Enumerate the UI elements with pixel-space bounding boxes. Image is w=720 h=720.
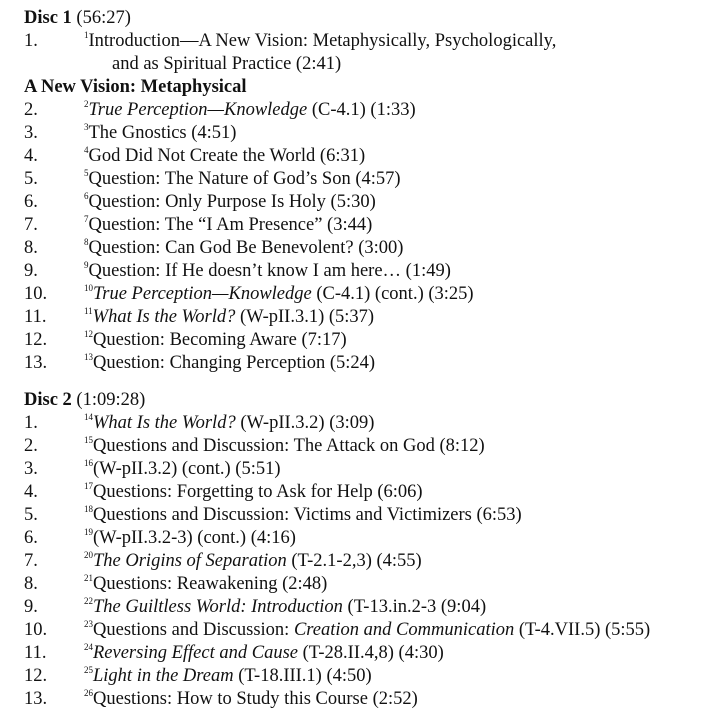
disc-1-track-list [24, 99, 720, 375]
track-row [24, 122, 720, 145]
track-title [84, 665, 372, 688]
track-title-italic-part: What Is the World? [92, 307, 236, 327]
track-title [84, 122, 236, 145]
cumulative-track-number: 5 [84, 168, 89, 178]
track-title [84, 30, 556, 53]
track-title-part: (W-pII.3.1) (5:37) [235, 307, 375, 327]
track-title [84, 573, 327, 596]
track-title-part: Questions: Reawakening (2:48) [93, 574, 328, 594]
cumulative-track-number: 9 [84, 260, 89, 270]
disc-2-label: Disc 2 [24, 390, 72, 410]
track-title-part: Questions and Discussion: [93, 620, 294, 640]
track-title [84, 168, 401, 191]
track-row [24, 30, 720, 76]
track-title [84, 527, 296, 550]
track-title-italic-part: The Guiltless World: Introduction [93, 597, 343, 617]
track-number: 3. [24, 459, 38, 479]
track-title [84, 191, 376, 214]
track-title [84, 642, 444, 665]
track-title-part: (T-28.II.4,8) (4:30) [298, 643, 444, 663]
track-row [24, 435, 720, 458]
track-number: 8. [24, 574, 38, 594]
track-row [24, 642, 720, 665]
track-number: 10. [24, 284, 48, 304]
track-number: 13. [24, 689, 48, 709]
cumulative-track-number: 26 [84, 688, 93, 698]
cumulative-track-number: 16 [84, 458, 93, 468]
track-title-italic-part: True Perception—Knowledge [88, 100, 308, 120]
cumulative-track-number: 19 [84, 527, 93, 537]
cumulative-track-number: 20 [84, 550, 93, 560]
cumulative-track-number: 10 [84, 283, 93, 293]
track-number: 6. [24, 528, 38, 548]
disc-2-heading [24, 389, 720, 412]
track-row [24, 596, 720, 619]
track-title [84, 352, 375, 375]
track-title [84, 550, 422, 573]
track-number: 11. [24, 643, 47, 663]
track-title-part: God Did Not Create the World (6:31) [88, 146, 366, 166]
cumulative-track-number: 23 [84, 619, 93, 629]
track-title [84, 214, 372, 237]
disc-2-track-list [24, 412, 720, 711]
track-number: 12. [24, 330, 48, 350]
cumulative-track-number: 11 [84, 306, 93, 316]
track-number: 9. [24, 597, 38, 617]
track-number: 1. [24, 413, 38, 433]
track-title [84, 329, 347, 352]
track-number: 2. [24, 100, 38, 120]
track-row [24, 412, 720, 435]
section-heading-metaphysical: A New Vision: Metaphysical [24, 77, 247, 97]
cumulative-track-number: 13 [84, 352, 93, 362]
disc-1-intro-list [24, 30, 720, 76]
track-title-part: (W-pII.3.2-3) (cont.) (4:16) [93, 528, 296, 548]
cumulative-track-number: 8 [84, 237, 89, 247]
cumulative-track-number: 4 [84, 145, 89, 155]
track-title-continuation: and as Spiritual Practice (2:41) [112, 54, 342, 74]
track-number: 9. [24, 261, 38, 281]
cumulative-track-number: 3 [84, 122, 89, 132]
track-row [24, 688, 720, 711]
track-title-part: Questions: Forgetting to Ask for Help (6:06) [93, 482, 423, 502]
track-number: 13. [24, 353, 48, 373]
cumulative-track-number: 6 [84, 191, 89, 201]
track-number: 4. [24, 146, 38, 166]
track-title-italic-part: Light in the Dream [93, 666, 234, 686]
track-title [84, 619, 650, 642]
track-title [84, 306, 374, 329]
cumulative-track-number: 1 [84, 30, 89, 40]
track-title-part: (C-4.1) (1:33) [307, 100, 416, 120]
cumulative-track-number: 15 [84, 435, 93, 445]
track-number: 3. [24, 123, 38, 143]
track-number: 1. [24, 31, 38, 51]
track-number: 7. [24, 215, 38, 235]
track-title [84, 458, 281, 481]
track-title [84, 481, 423, 504]
track-number: 6. [24, 192, 38, 212]
track-title-part: (T-18.III.1) (4:50) [233, 666, 372, 686]
track-row [24, 168, 720, 191]
track-title-part: (T-4.VII.5) (5:55) [514, 620, 651, 640]
track-title-part: (C-4.1) (cont.) (3:25) [311, 284, 474, 304]
disc-1-heading [24, 7, 720, 30]
disc-1-duration: (56:27) [76, 8, 131, 28]
track-title-part: (W-pII.3.2) (3:09) [235, 413, 375, 433]
track-row [24, 619, 720, 642]
track-number: 4. [24, 482, 38, 502]
track-row [24, 283, 720, 306]
track-row [24, 214, 720, 237]
track-title-part: (T-2.1-2,3) (4:55) [286, 551, 422, 571]
cumulative-track-number: 18 [84, 504, 93, 514]
track-row [24, 573, 720, 596]
track-row [24, 481, 720, 504]
track-number: 11. [24, 307, 47, 327]
track-number: 7. [24, 551, 38, 571]
track-title [84, 412, 374, 435]
cumulative-track-number: 21 [84, 573, 93, 583]
track-title-part: Question: The Nature of God’s Son (4:57) [88, 169, 401, 189]
track-title-italic-part: The Origins of Separation [93, 551, 287, 571]
track-row [24, 527, 720, 550]
track-title-part: Introduction—A New Vision: Metaphysically, Psychologically, [88, 31, 557, 51]
track-row [24, 352, 720, 375]
track-title-part: Question: The “I Am Presence” (3:44) [88, 215, 373, 235]
track-title [84, 99, 416, 122]
track-row [24, 99, 720, 122]
cumulative-track-number: 24 [84, 642, 93, 652]
track-title-italic-part: What Is the World? [93, 413, 236, 433]
track-title-part: Question: Becoming Aware (7:17) [93, 330, 347, 350]
disc-2-duration: (1:09:28) [76, 390, 146, 410]
track-number: 5. [24, 505, 38, 525]
track-row [24, 458, 720, 481]
track-number: 10. [24, 620, 48, 640]
disc-1-label: Disc 1 [24, 8, 72, 28]
cumulative-track-number: 7 [84, 214, 89, 224]
track-title [84, 283, 474, 306]
track-row [24, 306, 720, 329]
track-title-part: (T-13.in.2-3 (9:04) [342, 597, 487, 617]
cumulative-track-number: 22 [84, 596, 93, 606]
track-row [24, 329, 720, 352]
track-title-part: (W-pII.3.2) (cont.) (5:51) [93, 459, 281, 479]
disc-spacer [24, 375, 720, 389]
track-title [84, 596, 486, 619]
track-title-italic-part: True Perception—Knowledge [93, 284, 312, 304]
track-title-part: Question: Only Purpose Is Holy (5:30) [88, 192, 376, 212]
track-row [24, 237, 720, 260]
track-title-part: Question: Changing Perception (5:24) [93, 353, 376, 373]
track-title [84, 260, 451, 283]
track-title-italic-part: Creation and Communication [293, 620, 515, 640]
cumulative-track-number: 14 [84, 412, 93, 422]
track-number: 8. [24, 238, 38, 258]
track-title-part: Question: If He doesn’t know I am here… (1:49) [88, 261, 451, 281]
track-title-part: Questions: How to Study this Course (2:52) [93, 689, 418, 709]
track-row [24, 504, 720, 527]
track-title-part: Question: Can God Be Benevolent? (3:00) [88, 238, 404, 258]
track-row [24, 260, 720, 283]
track-title-part: The Gnostics (4:51) [88, 123, 237, 143]
cumulative-track-number: 17 [84, 481, 93, 491]
track-title-italic-part: Reversing Effect and Cause [93, 643, 298, 663]
track-title [84, 504, 522, 527]
track-title-part: Questions and Discussion: The Attack on God (8:12) [93, 436, 485, 456]
track-title [84, 435, 485, 458]
track-title [84, 237, 403, 260]
track-number: 2. [24, 436, 38, 456]
cumulative-track-number: 2 [84, 99, 89, 109]
track-row [24, 145, 720, 168]
track-title-part: Questions and Discussion: Victims and Victimizers (6:53) [93, 505, 522, 525]
track-number: 5. [24, 169, 38, 189]
track-title [84, 688, 418, 711]
cumulative-track-number: 12 [84, 329, 93, 339]
track-title [84, 145, 365, 168]
track-row [24, 550, 720, 573]
track-row [24, 665, 720, 688]
track-number: 12. [24, 666, 48, 686]
track-row [24, 191, 720, 214]
cumulative-track-number: 25 [84, 665, 93, 675]
